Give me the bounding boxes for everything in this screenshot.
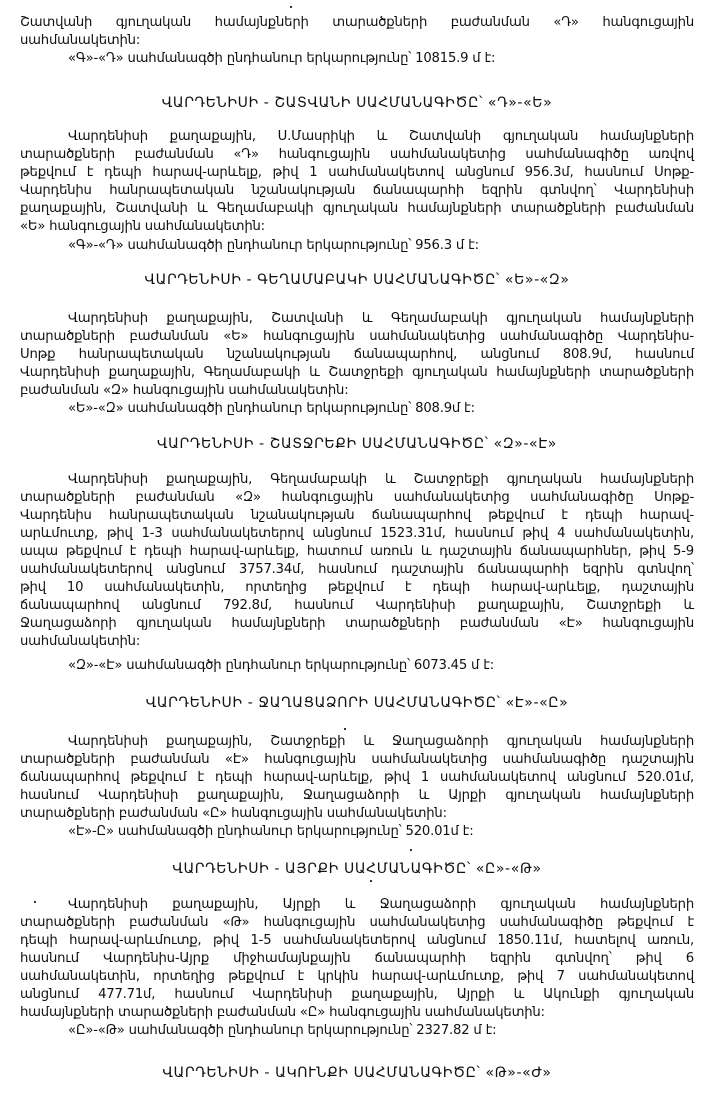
paragraph-line: Վարդենիսի քաղաքային, Ս.Մասրիկի և Շատվանի գյուղական համայնքների	[68, 129, 694, 144]
section-heading: ՎԱՐԴԵՆԻՍԻ - ՇԱՏՎԱՆԻ ՍԱՀՄԱՆԱԳԻԾԸ՝ «Դ»-«Ե»	[161, 95, 553, 111]
paragraph-line: տարածքների բաժանման «Ը» հանգուցային սահմանակետին:	[20, 806, 447, 821]
paragraph-line: քաղաքային, Շատվանի և Գեղամաբակի գյուղական համայնքների տարածքների բաժանման	[20, 201, 694, 216]
paragraph-line: տարածքների բաժանման «Ե» հանգուցային սահմանակետից սահմանագիծը Վարդենիս-	[20, 329, 694, 344]
paragraph-line: դեպի հարավ-արևմուտք, թիվ 1-5 սահմանակետերով անցնում 1850.11մ, հատելով առուն,	[20, 933, 694, 948]
section-heading: ՎԱՐԴԵՆԻՍԻ - ԱՅՐՔԻ ՍԱՀՄԱՆԱԳԻԾԸ՝ «Ը»-«Թ»	[172, 861, 542, 877]
scan-speck	[370, 880, 372, 882]
paragraph-line: ճանապարհով անցնում 792.8մ, հասնում Վարդենիսի քաղաքային, Շատջրեքի և	[20, 598, 694, 613]
paragraph-line: ապա թեքվում է դեպի հարավ-արևելք, հատում առուն և դաշտային ճանապարհներ, թիվ 5-9	[20, 544, 694, 559]
paragraph-line: «Ե» հանգուցային սահմանակետին:	[20, 219, 265, 234]
paragraph-line: Վարդենիսի քաղաքային, Շատվանի և Գեղամաբակի գյուղական համայնքների	[68, 311, 694, 326]
paragraph-line: հասնում Վարդենիս-Այրք միջհամայնքային ճանապարհի եզրին գտնվող՝ թիվ 6	[20, 951, 694, 966]
paragraph-line: սահմանակետին, որտեղից թեքվում է կրկին հարավ-արևմուտք, թիվ 7 սահմանակետով	[20, 969, 694, 984]
paragraph-line: Սոթք հանրապետական նշանակության ճանապարհով, անցնում 808.9մ, հասնում	[20, 347, 694, 362]
boundary-length-summary: «Ը»-«Թ» սահմանագծի ընդհանուր երկարությունը՝ 2327.82 մ է:	[68, 1023, 497, 1038]
scan-speck	[290, 6, 292, 8]
paragraph-line: բաժանման «Զ» հանգուցային սահմանակետին:	[20, 383, 349, 398]
paragraph-line: թիվ 10 սահմանակետին, որտեղից թեքվում է դեպի հարավ-արևելք, դաշտային	[20, 580, 694, 595]
paragraph-line: Վարդենիսի քաղաքային, Այրքի և Ջաղացաձորի գյուղական համայնքների	[68, 897, 694, 912]
paragraph-line: Վարդենիսի քաղաքային, Շատջրեքի և Ջաղացաձորի գյուղական համայնքների	[68, 734, 694, 749]
paragraph-line: անցնում 477.71մ, հասնում Վարդենիսի քաղաքային, Այրքի և Ակունքի գյուղական	[20, 987, 694, 1002]
paragraph-line: Շատվանի գյուղական համայնքների տարածքների բաժանման «Դ» հանգուցային	[20, 15, 694, 30]
paragraph-line: արևմուտք, թիվ 1-3 սահմանակետերով անցնում 1523.31մ, հասնում թիվ 4 սահմանակետին,	[20, 526, 694, 541]
boundary-length-summary: «Գ»-«Դ» սահմանագծի ընդհանուր երկարությունը՝ 10815.9 մ է:	[68, 51, 496, 66]
scan-speck	[410, 849, 412, 851]
paragraph-line: Վարդենիսի քաղաքային, Գեղամաբակի և Շատջրեքի գյուղական համայնքների	[68, 472, 694, 487]
section-heading: ՎԱՐԴԵՆԻՍԻ - ԳԵՂԱՄԱԲԱԿԻ ՍԱՀՄԱՆԱԳԻԾԸ՝ «Ե»-«Զ»	[144, 272, 570, 288]
paragraph-line: տարածքների բաժանման «Զ» հանգուցային սահմանակետից սահմանագիծը Սոթք-	[20, 490, 694, 505]
boundary-length-summary: «Զ»-«Է» սահմանագծի ընդհանուր երկարությունը՝ 6073.45 մ է:	[68, 658, 495, 673]
paragraph-line: թեքվում է դեպի հարավ-արևելք, թիվ 1 սահմանակետով անցնում 956.3մ, հասնում Սոթք-	[20, 165, 694, 180]
paragraph-line: Վարդենիս հանրապետական նշանակության ճանապարհի եզրին գտնվող՝ Վարդենիսի	[20, 183, 694, 198]
section-heading: ՎԱՐԴԵՆԻՍԻ - ՋԱՂԱՑԱՁՈՐԻ ՍԱՀՄԱՆԱԳԻԾԸ՝ «Է»-«Ը»	[145, 695, 569, 711]
paragraph-line: սահմանակետին:	[20, 634, 141, 649]
boundary-length-summary: «Գ»-«Դ» սահմանագծի ընդհանուր երկարությունը՝ 956.3 մ է:	[68, 238, 479, 253]
section-heading: ՎԱՐԴԵՆԻՍԻ - ՇԱՏՋՐԵՔԻ ՍԱՀՄԱՆԱԳԻԾԸ՝ «Զ»-«Է»	[157, 436, 557, 452]
boundary-length-summary: «Ե»-«Զ» սահմանագծի ընդհանուր երկարությունը՝ 808.9մ է:	[68, 401, 475, 416]
paragraph-line: տարածքների բաժանման «Թ» հանգուցային սահմանակետից սահմանագիծը թեքվում է	[20, 915, 694, 930]
section-heading: ՎԱՐԴԵՆԻՍԻ - ԱԿՈՒՆՔԻ ՍԱՀՄԱՆԱԳԻԾԸ՝ «Թ»-«Ժ»	[162, 1065, 552, 1081]
paragraph-line: սահմանակետին:	[20, 33, 141, 48]
paragraph-line: սահմանակետերով անցնում 3757.34մ, հասնում դաշտային ճանապարհի եզրին գտնվող՝	[20, 562, 694, 577]
paragraph-line: Վարդենիս հանրապետական նշանակության ճանապարհով թեքվում է դեպի հարավ-	[20, 508, 694, 523]
paragraph-line: Ջաղացաձորի գյուղական համայնքների տարածքների բաժանման «Է» հանգուցային	[20, 616, 694, 631]
boundary-length-summary: «Է»-Ը» սահմանագծի ընդհանուր երկարությունը՝ 520.01մ է:	[68, 824, 474, 839]
paragraph-line: ճանապարհով թեքվում է դեպի հարավ-արևելք, թիվ 1 սահմանակետով անցնում 520.01մ,	[20, 770, 694, 785]
paragraph-line: համայնքների տարածքների բաժանման «Ը» հանգուցային սահմանակետին:	[20, 1005, 545, 1020]
paragraph-line: տարածքների բաժանման «Է» հանգուցային սահմանակետից սահմանագիծը դաշտային	[20, 752, 694, 767]
paragraph-line: տարածքների բաժանման «Դ» հանգուցային սահմանակետից սահմանագիծը առվով	[20, 147, 694, 162]
paragraph-line: Վարդենիսի քաղաքային, Գեղամաբակի և Շատջրեքի գյուղական համայնքների տարածքների	[20, 365, 694, 380]
scan-speck	[344, 728, 346, 730]
scan-speck	[34, 901, 36, 903]
paragraph-line: հասնում Վարդենիսի քաղաքային, Ջաղացաձորի և Այրքի գյուղական համայնքների	[20, 788, 694, 803]
